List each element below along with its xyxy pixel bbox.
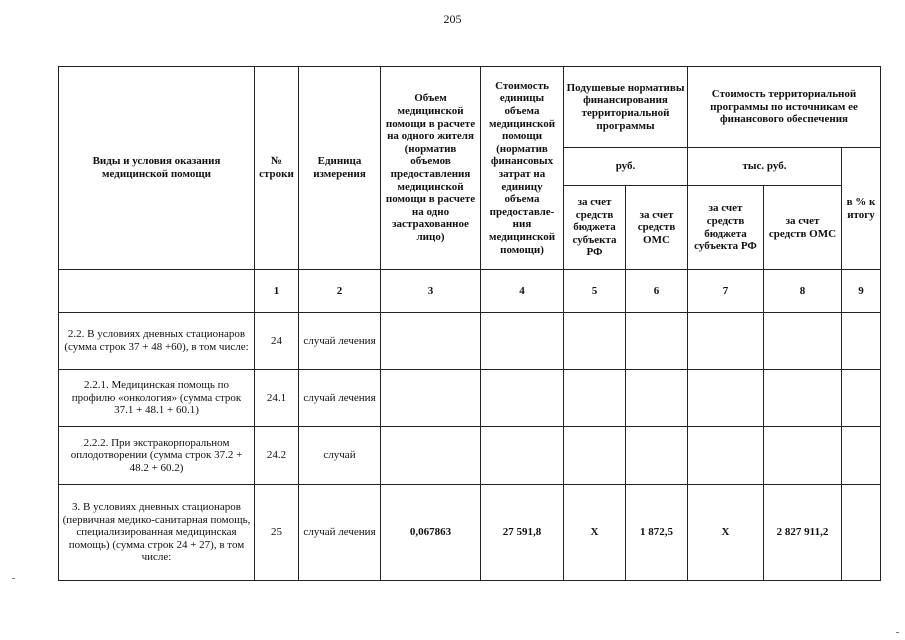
scan-mark xyxy=(12,578,15,579)
header-program-cost: Стоимость территориальной программы по источникам ее финансового обеспечения xyxy=(688,67,881,148)
row-oms-6 xyxy=(626,313,688,370)
row-budget-rf-7 xyxy=(688,313,764,370)
row-unit: случай xyxy=(299,427,381,485)
row-number: 24.1 xyxy=(255,370,299,427)
table-row xyxy=(59,485,881,581)
header-oms-8: за счет средств ОМС xyxy=(764,186,842,270)
header-budget-rf-7: за счет средств бюджета субъекта РФ xyxy=(688,186,764,270)
row-volume xyxy=(381,427,481,485)
table-row xyxy=(59,427,881,485)
row-name: 2.2.2. При экстракорпоральном оплодотворении (сумма строк 37.2 + 48.2 + 60.2) xyxy=(59,427,255,485)
column-number: 7 xyxy=(688,270,764,313)
column-number-row xyxy=(59,270,881,313)
column-number: 9 xyxy=(842,270,881,313)
header-row-number: № строки xyxy=(255,67,299,270)
row-unit-cost xyxy=(481,427,564,485)
row-oms-8: 2 827 911,2 xyxy=(764,485,842,581)
table-row xyxy=(59,313,881,370)
header-percent-of-total: в % к итогу xyxy=(842,148,881,270)
row-number: 24 xyxy=(255,313,299,370)
column-number: 1 xyxy=(255,270,299,313)
column-number: 2 xyxy=(299,270,381,313)
header-rub: руб. xyxy=(564,148,688,186)
row-budget-rf-5 xyxy=(564,427,626,485)
row-unit-cost xyxy=(481,370,564,427)
row-percent xyxy=(842,313,881,370)
row-unit-cost xyxy=(481,313,564,370)
row-oms-6 xyxy=(626,427,688,485)
row-budget-rf-7 xyxy=(688,427,764,485)
row-oms-6: 1 872,5 xyxy=(626,485,688,581)
row-unit: случай лечения xyxy=(299,485,381,581)
row-oms-6 xyxy=(626,370,688,427)
row-percent xyxy=(842,370,881,427)
header-unit-cost: Стоимость единицы объема медицинской помощи (норматив финансовых затрат на единицу объема предоставле-ния медицинской помощи) xyxy=(481,67,564,270)
row-name: 2.2.1. Медицинская помощь по профилю «онкология» (сумма строк 37.1 + 48.1 + 60.1) xyxy=(59,370,255,427)
header-unit: Единица измерения xyxy=(299,67,381,270)
header-per-capita: Подушевые нормативы финансирования территориальной программы xyxy=(564,67,688,148)
table-row xyxy=(59,370,881,427)
row-unit: случай лечения xyxy=(299,370,381,427)
header-oms-6: за счет средств ОМС xyxy=(626,186,688,270)
header-volume: Объем медицинской помощи в расчете на одного жителя (норматив объемов предоставления медицинской помощи в расчете на одно застрахованное лицо) xyxy=(381,67,481,270)
row-unit: случай лечения xyxy=(299,313,381,370)
row-volume xyxy=(381,313,481,370)
header-kinds: Виды и условия оказания медицинской помощи xyxy=(59,67,255,270)
column-number: 4 xyxy=(481,270,564,313)
row-percent xyxy=(842,485,881,581)
column-number: 8 xyxy=(764,270,842,313)
program-cost-table xyxy=(58,66,881,581)
row-budget-rf-7: Х xyxy=(688,485,764,581)
row-budget-rf-5 xyxy=(564,313,626,370)
column-number: 3 xyxy=(381,270,481,313)
header-thous-rub: тыс. руб. xyxy=(688,148,842,186)
row-unit-cost: 27 591,8 xyxy=(481,485,564,581)
row-percent xyxy=(842,427,881,485)
scan-mark xyxy=(896,632,899,633)
row-name: 2.2. В условиях дневных стационаров (сумма строк 37 + 48 +60), в том числе: xyxy=(59,313,255,370)
page-number: 205 xyxy=(443,12,462,26)
row-name: 3. В условиях дневных стационаров (первичная медико-санитарная помощь, специализированная медицинская помощь) (сумма строк 24 + 27), в том числе: xyxy=(59,485,255,581)
row-budget-rf-7 xyxy=(688,370,764,427)
row-volume: 0,067863 xyxy=(381,485,481,581)
row-budget-rf-5: Х xyxy=(564,485,626,581)
column-number: 5 xyxy=(564,270,626,313)
row-number: 25 xyxy=(255,485,299,581)
row-oms-8 xyxy=(764,427,842,485)
row-number: 24.2 xyxy=(255,427,299,485)
column-number-blank xyxy=(59,270,255,313)
row-budget-rf-5 xyxy=(564,370,626,427)
header-budget-rf-5: за счет средств бюджета субъекта РФ xyxy=(564,186,626,270)
row-oms-8 xyxy=(764,370,842,427)
row-oms-8 xyxy=(764,313,842,370)
row-volume xyxy=(381,370,481,427)
column-number: 6 xyxy=(626,270,688,313)
